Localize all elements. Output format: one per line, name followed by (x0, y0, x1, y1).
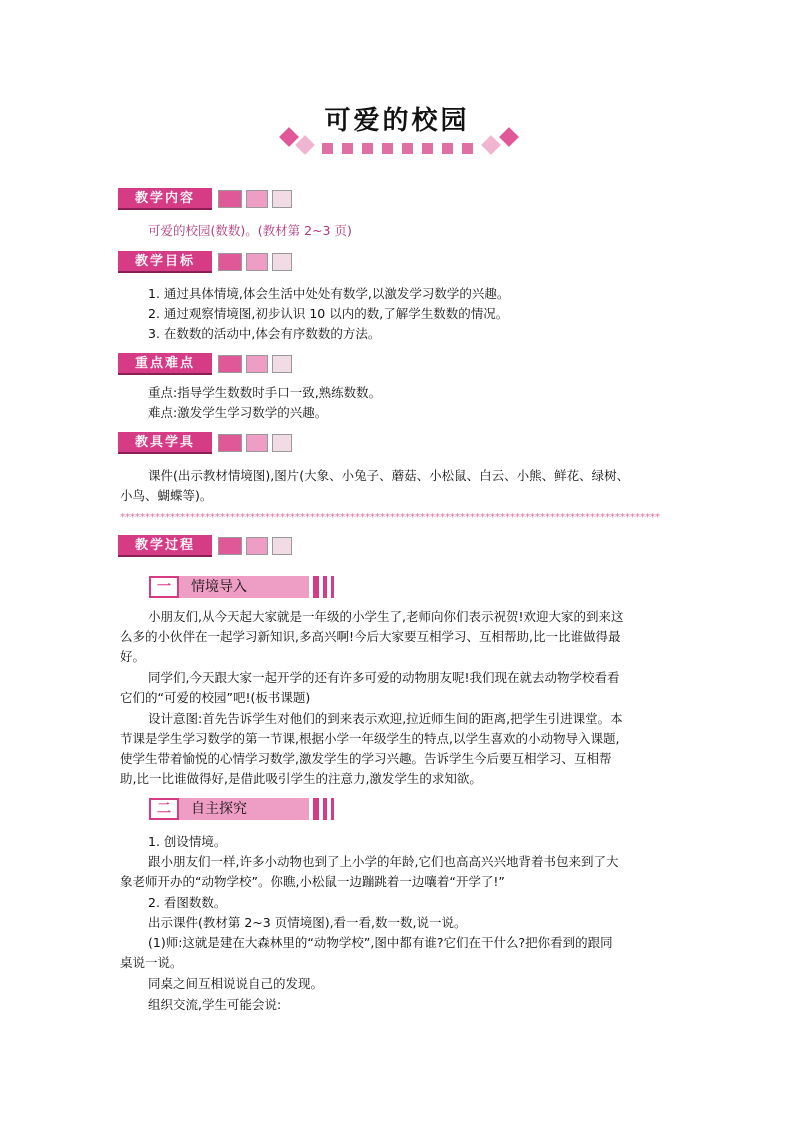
section-label: 教学过程 (118, 535, 212, 557)
tools-line: 小鸟、蝴蝶等)。 (120, 488, 213, 503)
paragraph-line: 助,比一比谁做得好,是借此吸引学生的注意力,激发学生的求知欲。 (120, 771, 482, 786)
paragraph-line: 么多的小伙伴在一起学习新知识,多高兴啊!今后大家要互相学习、互相帮助,比一比谁做得最 (120, 629, 621, 644)
section-label: 教具学具 (118, 432, 212, 454)
paragraph-line: 节课是学生学习数学的第一节课,根据小学一年级学生的特点,以学生喜欢的小动物导入课题, (120, 731, 620, 746)
paragraph-line: 它们的“可爱的校园”吧!(板书课题) (120, 690, 311, 705)
page-title: 可爱的校园 (324, 106, 470, 136)
diamond-ornament (481, 135, 501, 155)
header-block (218, 253, 242, 271)
goal-item: 1. 通过具体情境,体会生活中处处有数学,以激发学习数学的兴趣。 (148, 286, 510, 301)
header-block (246, 355, 268, 373)
focus-item: 难点:激发学生学习数学的兴趣。 (148, 405, 328, 420)
header-block (272, 355, 292, 373)
subsection-number: 一 (149, 576, 179, 598)
focus-item: 重点:指导学生数数时手口一致,熟练数数。 (148, 385, 382, 400)
square-ornament (342, 143, 353, 154)
subsection-title: 情境导入 (179, 576, 309, 598)
square-ornament (322, 143, 333, 154)
header-block (272, 253, 292, 271)
diamond-ornament (499, 127, 519, 147)
stripe-ornament (313, 576, 319, 598)
paragraph-line: 桌说一说。 (120, 955, 183, 970)
paragraph-line: 1. 创设情境。 (148, 834, 227, 849)
header-block (218, 355, 242, 373)
square-ornament (382, 143, 393, 154)
tools-line: 课件(出示教材情境图),图片(大象、小兔子、蘑菇、小松鼠、白云、小熊、鲜花、绿树、 (148, 468, 630, 483)
square-ornament (362, 143, 373, 154)
stripe-ornament (331, 576, 334, 598)
paragraph-line: 同学们,今天跟大家一起开学的还有许多可爱的动物朋友呢!我们现在就去动物学校看看 (148, 670, 620, 685)
header-block (272, 434, 292, 452)
content-text: 可爱的校园(数数)。(教材第 2~3 页) (148, 223, 352, 238)
header-block (272, 537, 292, 555)
stripe-ornament (313, 798, 319, 820)
diamond-ornament (295, 135, 315, 155)
header-block (246, 253, 268, 271)
stripe-ornament (331, 798, 334, 820)
section-label: 重点难点 (118, 353, 212, 375)
section-label: 教学目标 (118, 251, 212, 273)
header-block (272, 190, 292, 208)
asterisk-divider: ************************************************************************************************************ (120, 512, 660, 523)
subsection-header-explore (149, 798, 341, 820)
section-label: 教学内容 (118, 188, 212, 210)
header-block (246, 190, 268, 208)
paragraph-line: 出示课件(教材第 2~3 页情境图),看一看,数一数,说一说。 (148, 915, 467, 930)
paragraph-line: 2. 看图数数。 (148, 895, 227, 910)
subsection-number: 二 (149, 798, 179, 820)
square-ornament (462, 143, 473, 154)
goal-item: 3. 在数数的活动中,体会有序数数的方法。 (148, 326, 381, 341)
header-block (218, 537, 242, 555)
paragraph-line: (1)师:这就是建在大森林里的“动物学校”,图中都有谁?它们在干什么?把你看到的跟同 (148, 935, 613, 950)
square-ornament (422, 143, 433, 154)
paragraph-line: 小朋友们,从今天起大家就是一年级的小学生了,老师向你们表示祝贺!欢迎大家的到来这 (148, 609, 624, 624)
subsection-title: 自主探究 (179, 798, 309, 820)
title-decoration (270, 126, 530, 160)
paragraph-line: 组织交流,学生可能会说: (148, 997, 282, 1012)
square-ornament (402, 143, 413, 154)
paragraph-line: 跟小朋友们一样,许多小动物也到了上小学的年龄,它们也高高兴兴地背着书包来到了大 (148, 854, 619, 869)
paragraph-line: 设计意图:首先告诉学生对他们的到来表示欢迎,拉近师生间的距离,把学生引进课堂。本 (148, 711, 623, 726)
paragraph-line: 同桌之间互相说说自己的发现。 (148, 976, 324, 991)
subsection-header-intro (149, 576, 341, 598)
header-block (246, 434, 268, 452)
header-block (246, 537, 268, 555)
header-block (218, 190, 242, 208)
stripe-ornament (323, 798, 327, 820)
header-block (218, 434, 242, 452)
paragraph-line: 好。 (120, 649, 146, 664)
square-ornament (442, 143, 453, 154)
paragraph-line: 使学生带着愉悦的心情学习数学,激发学生的学习兴趣。告诉学生今后要互相学习、互相帮 (120, 751, 612, 766)
stripe-ornament (323, 576, 327, 598)
goal-item: 2. 通过观察情境图,初步认识 10 以内的数,了解学生数数的情况。 (148, 306, 509, 321)
paragraph-line: 象老师开办的“动物学校”。你瞧,小松鼠一边蹦跳着一边嚷着“开学了!” (120, 874, 505, 889)
